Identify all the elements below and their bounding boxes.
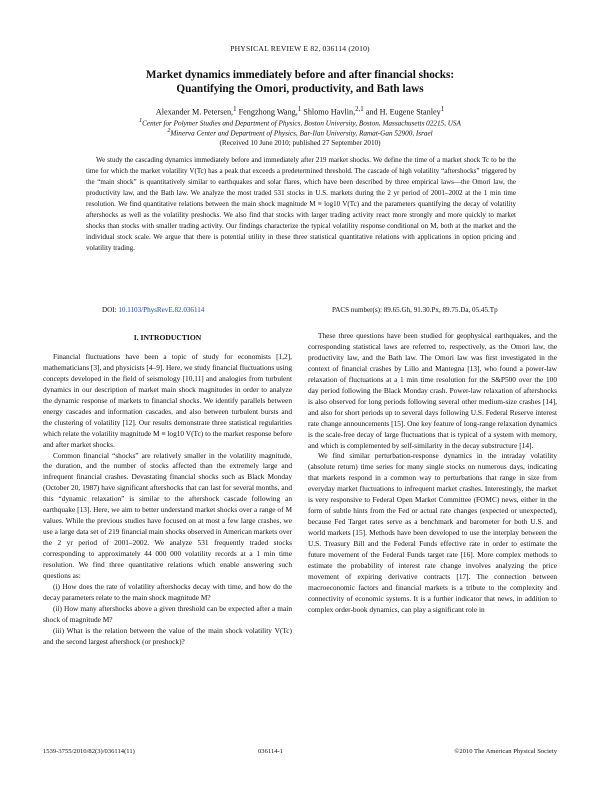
author-3-affil: 2,1 bbox=[355, 106, 364, 113]
footer-issn: 1539-3755/2010/82(3)/036114(11) bbox=[43, 748, 135, 755]
question-3: (iii) What is the relation between the value of the main shock volatility V(Tc) and the second largest aftershock (or preshock)? bbox=[43, 625, 292, 646]
author-list bbox=[40, 106, 560, 117]
intro-paragraph-4: We find similar perturbation-response dynamics in the intraday volatility (absolute return) time series for many single stocks on numerous days, indicating that markets respond in a common way to perturbations that range in size from everyday market fluctuations to infrequent market crashes. Interestingly, the market is very responsive to Federal Open Market Committee (FOMC) news, either in the form of subtle hints from the Fed or actual rate changes (expected or unexpected), because Fed Target rates serve as a benchmark and barometer for both U.S. and world markets [15]. Methods have been developed to use the interplay between the U.S. Treasury Bill and the Federal Funds effective rate in order to estimate the future movement of the Federal Funds target rate [16]. More complex methods to estimate the probability of interest rate change involves analyzing the price movement of expiring derivative contracts [17]. The connection between macroeconomic factors and financial markets is a tribute to the complexity and connectivity of economic systems. It is a further indicator that news, in addition to complex order-book dynamics, can play a significant role in bbox=[308, 451, 557, 614]
affiliation-1-text: Center for Polymer Studies and Department of Physics, Boston University, Boston, Massachusetts 02215, USA bbox=[142, 119, 461, 128]
left-column bbox=[43, 331, 292, 648]
affiliation-2-marker: 2 bbox=[167, 128, 171, 134]
affiliation-2 bbox=[40, 128, 560, 137]
abstract bbox=[86, 155, 516, 254]
affiliation-2-text: Minerva Center and Department of Physics, Bar-Ilan University, Ramat-Gan 52900, Israel bbox=[170, 129, 433, 138]
author-4-affil: 1 bbox=[440, 106, 445, 113]
paper-title bbox=[60, 68, 540, 96]
footer-copyright: ©2010 The American Physical Society bbox=[454, 748, 557, 755]
author-2-affil: 1 bbox=[297, 106, 302, 113]
title-line-1: Market dynamics immediately before and after financial shocks: bbox=[145, 69, 455, 81]
doi-label: DOI: bbox=[102, 306, 119, 314]
abstract-text: We study the cascading dynamics immediately before and immediately after 219 market shocks. We define the time of a market shock Tc to be the time for which the market volatility V(Tc) has a peak that exceeds a predetermined threshold. The cascade of high volatility “aftershocks” triggered by the “main shock” is quantitatively similar to earthquakes and solar flares, which have been described by three empirical laws—the Omori law, the productivity law, and the Bath law. We analyze the most traded 531 stocks in U.S. markets during the 2 yr period of 2001–2002 at the 1 min time resolution. We find quantitative relations between the main shock magnitude M ≡ log10 V(Tc) and the parameters quantifying the decay of volatility aftershocks as well as the volatility preshocks. We also find that stocks with larger trading activity react more strongly and more quickly to market shocks than stocks with smaller trading activity. Our findings characterize the typical volatility response conditional on M, both at the market and the individual stock scale. We argue that there is potential utility in these three statistical quantitative relations with applications in option pricing and volatility trading. bbox=[86, 156, 516, 252]
intro-paragraph-2: Common financial “shocks” are relatively smaller in the volatility magnitude, the duration, and the number of stocks affected than the extremely large and infrequent financial crashes. Devastating financial shocks such as Black Monday (October 20, 1987) have significant aftershocks that can last for several months, and this “dynamic relaxation” is similar to the aftershock cascade following an earthquake [13]. Here, we aim to better understand market shocks over a range of M values. While the previous studies have focused on at most a few large crashes, we use a large data set of 219 financial main shocks observed in American markets over the 2 yr period of 2001–2002. We analyze 531 frequently traded stocks corresponding to approximately 44 000 000 volatility records at a 1 min time resolution. We find three quantitative relations which enable answering such questions as: bbox=[43, 450, 292, 581]
intro-paragraph-3: These three questions have been studied for geophysical earthquakes, and the corresponding statistical laws are referred to, respectively, as the Omori law, the productivity law, and the Bath law. The Omori law was first investigated in the context of financial crashes by Lillo and Mantegna [13], who found a power-law relaxation of fluctuations at a 1 min time resolution for the S&P500 over the 100 day period following the Black Monday crash. Power-law relaxation of aftershocks is also observed for long periods following several other medium-size crashes [14], and also for short periods up to several days following U.S. Federal Reserve interest rate change announcements [15]. One key feature of long-range relaxation dynamics is the scale-free decay of large fluctuations that is typical of a system with memory, and which is complemented by self-similarity in the decay substructure [14]. bbox=[308, 331, 557, 450]
pacs-numbers: PACS number(s): 89.65.Gh, 91.30.Px, 89.75.Da, 05.45.Tp bbox=[332, 306, 498, 314]
author-3: Shlomo Havlin, bbox=[301, 107, 356, 117]
footer-page-number: 036114-1 bbox=[258, 748, 284, 755]
author-1-affil: 1 bbox=[233, 106, 237, 113]
right-column bbox=[308, 331, 557, 616]
intro-paragraph-1: Financial fluctuations have been a topic of study for economists [1,2], mathematicians [3], and physicists [4–9]. Here, we study financial fluctuations using concepts developed in the field of seismology [10,11] and analogies from turbulent dynamics in our description of market main shock magnitudes in order to analyze the dynamic response of markets to financial shocks. We identify parallels between energy cascades and information cascades, and also between turbulent bursts and the clustering of volatility [12]. Our results demonstrate three statistical regularities which relate the volatility magnitude M ≡ log10 V(Tc) to the market response before and after market shocks. bbox=[43, 351, 293, 449]
author-4: and H. Eugene Stanley bbox=[363, 107, 441, 117]
received-dates: (Received 10 June 2010; published 27 September 2010) bbox=[219, 139, 381, 147]
author-1: Alexander M. Petersen, bbox=[155, 107, 234, 117]
doi-link[interactable]: 10.1103/PhysRevE.82.036114 bbox=[118, 306, 205, 314]
doi bbox=[102, 306, 204, 314]
affiliation-1-marker: 1 bbox=[139, 118, 143, 124]
author-2: Fengzhong Wang, bbox=[236, 107, 298, 117]
question-2: (ii) How many aftershocks above a given threshold can be expected after a main shock of magnitude M? bbox=[43, 603, 292, 624]
question-1: (i) How does the rate of volatility aftershocks decay with time, and how do the decay parameters relate to the main shock magnitude M? bbox=[43, 581, 292, 602]
affiliation-1 bbox=[40, 118, 560, 127]
journal-header: PHYSICAL REVIEW E 82, 036114 (2010) bbox=[230, 44, 370, 53]
section-heading: I. INTRODUCTION bbox=[133, 333, 202, 342]
title-line-2: Quantifying the Omori, productivity, and Bath laws bbox=[176, 83, 424, 95]
